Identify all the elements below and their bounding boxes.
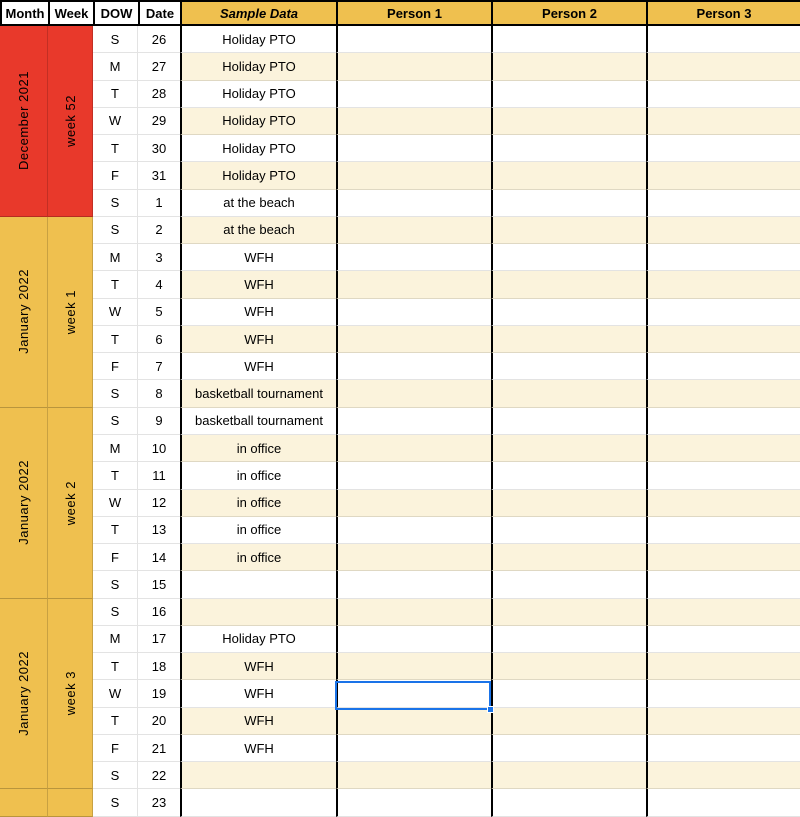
person-2-cell[interactable]	[491, 653, 646, 680]
month-block[interactable]	[0, 26, 48, 217]
dow-cell[interactable]: S	[93, 380, 138, 407]
person-2-cell[interactable]	[491, 680, 646, 707]
dow-cell[interactable]: S	[93, 789, 138, 816]
sample-cell[interactable]: Holiday PTO	[180, 26, 336, 53]
month-block-label: January 2022	[16, 651, 31, 736]
date-cell[interactable]: 7	[138, 353, 180, 380]
person-2-cell[interactable]	[491, 626, 646, 653]
date-cell[interactable]: 10	[138, 435, 180, 462]
person-2-cell[interactable]	[491, 517, 646, 544]
person-1-cell[interactable]	[336, 490, 491, 517]
person-3-cell[interactable]	[646, 81, 800, 108]
sample-cell[interactable]: Holiday PTO	[180, 162, 336, 189]
dow-cell[interactable]: W	[93, 299, 138, 326]
person-2-cell[interactable]	[491, 217, 646, 244]
person-3-cell[interactable]	[646, 353, 800, 380]
person-1-cell[interactable]	[336, 680, 491, 707]
person-1-cell[interactable]	[336, 571, 491, 598]
person-1-cell[interactable]	[336, 408, 491, 435]
month-block[interactable]	[0, 599, 48, 790]
dow-cell[interactable]: S	[93, 217, 138, 244]
person-1-cell[interactable]	[336, 762, 491, 789]
date-cell[interactable]: 28	[138, 81, 180, 108]
date-cell[interactable]: 19	[138, 680, 180, 707]
fill-handle[interactable]	[487, 706, 494, 713]
header-person-1[interactable]: Person 1	[336, 0, 491, 26]
person-3-cell[interactable]	[646, 108, 800, 135]
sample-cell[interactable]: WFH	[180, 680, 336, 707]
person-2-cell[interactable]	[491, 108, 646, 135]
person-3-cell[interactable]	[646, 326, 800, 353]
dow-cell[interactable]: T	[93, 517, 138, 544]
person-1-cell[interactable]	[336, 108, 491, 135]
date-cell[interactable]: 16	[138, 599, 180, 626]
date-cell[interactable]: 12	[138, 490, 180, 517]
date-cell[interactable]: 26	[138, 26, 180, 53]
week-block[interactable]	[48, 599, 93, 790]
sample-cell[interactable]	[180, 599, 336, 626]
dow-cell[interactable]: W	[93, 490, 138, 517]
date-cell[interactable]: 21	[138, 735, 180, 762]
dow-cell[interactable]: F	[93, 162, 138, 189]
person-1-cell[interactable]	[336, 53, 491, 80]
person-2-cell[interactable]	[491, 135, 646, 162]
person-3-cell[interactable]	[646, 244, 800, 271]
sample-cell[interactable]: Holiday PTO	[180, 108, 336, 135]
week-block[interactable]	[48, 217, 93, 408]
person-1-cell[interactable]	[336, 435, 491, 462]
date-cell[interactable]: 1	[138, 190, 180, 217]
dow-cell[interactable]: M	[93, 626, 138, 653]
person-1-cell[interactable]	[336, 653, 491, 680]
sample-cell[interactable]: WFH	[180, 326, 336, 353]
dow-cell[interactable]: F	[93, 353, 138, 380]
person-2-cell[interactable]	[491, 490, 646, 517]
person-3-cell[interactable]	[646, 408, 800, 435]
sample-cell[interactable]: WFH	[180, 653, 336, 680]
person-1-cell[interactable]	[336, 353, 491, 380]
person-3-cell[interactable]	[646, 544, 800, 571]
dow-cell[interactable]: S	[93, 599, 138, 626]
person-1-cell[interactable]	[336, 380, 491, 407]
person-2-cell[interactable]	[491, 353, 646, 380]
date-cell[interactable]: 17	[138, 626, 180, 653]
person-3-cell[interactable]	[646, 435, 800, 462]
person-3-cell[interactable]	[646, 217, 800, 244]
sample-cell[interactable]: WFH	[180, 353, 336, 380]
sample-cell[interactable]: Holiday PTO	[180, 135, 336, 162]
date-cell[interactable]: 9	[138, 408, 180, 435]
dow-cell[interactable]: F	[93, 544, 138, 571]
sample-cell[interactable]: Holiday PTO	[180, 53, 336, 80]
person-2-cell[interactable]	[491, 462, 646, 489]
date-cell[interactable]: 6	[138, 326, 180, 353]
person-2-cell[interactable]	[491, 435, 646, 462]
person-3-cell[interactable]	[646, 190, 800, 217]
person-3-cell[interactable]	[646, 517, 800, 544]
person-3-cell[interactable]	[646, 462, 800, 489]
person-3-cell[interactable]	[646, 26, 800, 53]
week-block-label: week 1	[62, 289, 78, 334]
date-cell[interactable]: 8	[138, 380, 180, 407]
date-cell[interactable]: 27	[138, 53, 180, 80]
dow-cell[interactable]: T	[93, 653, 138, 680]
month-block-label: January 2022	[16, 460, 31, 546]
person-3-cell[interactable]	[646, 680, 800, 707]
person-1-cell[interactable]	[336, 708, 491, 735]
person-2-cell[interactable]	[491, 81, 646, 108]
sample-cell[interactable]: WFH	[180, 735, 336, 762]
dow-cell[interactable]: S	[93, 26, 138, 53]
person-2-cell[interactable]	[491, 762, 646, 789]
person-2-cell[interactable]	[491, 162, 646, 189]
person-1-cell[interactable]	[336, 599, 491, 626]
person-2-cell[interactable]	[491, 299, 646, 326]
week-block[interactable]	[48, 408, 93, 599]
person-2-cell[interactable]	[491, 271, 646, 298]
week-block-label: week 3	[62, 671, 78, 716]
week-block[interactable]	[48, 26, 93, 217]
date-cell[interactable]: 14	[138, 544, 180, 571]
sample-cell[interactable]: at the beach	[180, 190, 336, 217]
person-3-cell[interactable]	[646, 299, 800, 326]
dow-cell[interactable]: W	[93, 108, 138, 135]
date-cell[interactable]: 31	[138, 162, 180, 189]
person-3-cell[interactable]	[646, 162, 800, 189]
person-3-cell[interactable]	[646, 380, 800, 407]
dow-cell[interactable]: T	[93, 326, 138, 353]
date-cell[interactable]: 3	[138, 244, 180, 271]
person-1-cell[interactable]	[336, 190, 491, 217]
date-cell[interactable]: 29	[138, 108, 180, 135]
person-3-cell[interactable]	[646, 735, 800, 762]
person-2-cell[interactable]	[491, 244, 646, 271]
person-3-cell[interactable]	[646, 599, 800, 626]
person-1-cell[interactable]	[336, 735, 491, 762]
sample-cell[interactable]	[180, 571, 336, 598]
sample-cell[interactable]: basketball tournament	[180, 408, 336, 435]
person-1-cell[interactable]	[336, 26, 491, 53]
header-week[interactable]: Week	[48, 0, 93, 26]
person-3-cell[interactable]	[646, 135, 800, 162]
week-block-label: week 2	[62, 480, 78, 525]
header-person-3[interactable]: Person 3	[646, 0, 800, 26]
header-month[interactable]: Month	[0, 0, 48, 26]
dow-cell[interactable]: T	[93, 81, 138, 108]
person-2-cell[interactable]	[491, 408, 646, 435]
date-cell[interactable]: 5	[138, 299, 180, 326]
date-cell[interactable]: 30	[138, 135, 180, 162]
date-cell[interactable]: 4	[138, 271, 180, 298]
date-cell[interactable]: 22	[138, 762, 180, 789]
person-2-cell[interactable]	[491, 544, 646, 571]
person-3-cell[interactable]	[646, 762, 800, 789]
date-cell[interactable]: 11	[138, 462, 180, 489]
sample-cell[interactable]: in office	[180, 435, 336, 462]
date-cell[interactable]: 23	[138, 789, 180, 816]
person-3-cell[interactable]	[646, 626, 800, 653]
sample-cell[interactable]: WFH	[180, 299, 336, 326]
person-1-cell[interactable]	[336, 626, 491, 653]
sample-cell[interactable]: WFH	[180, 708, 336, 735]
sample-cell[interactable]: at the beach	[180, 217, 336, 244]
header-dow[interactable]: DOW	[93, 0, 138, 26]
dow-cell[interactable]: M	[93, 244, 138, 271]
dow-cell[interactable]: W	[93, 680, 138, 707]
date-cell[interactable]: 2	[138, 217, 180, 244]
dow-cell[interactable]: S	[93, 408, 138, 435]
person-3-cell[interactable]	[646, 490, 800, 517]
date-cell[interactable]: 18	[138, 653, 180, 680]
sample-cell[interactable]: basketball tournament	[180, 380, 336, 407]
dow-cell[interactable]: S	[93, 571, 138, 598]
week-block-label: week 52	[62, 94, 78, 147]
sample-cell[interactable]	[180, 762, 336, 789]
person-3-cell[interactable]	[646, 571, 800, 598]
person-1-cell[interactable]	[336, 81, 491, 108]
header-date[interactable]: Date	[138, 0, 180, 26]
sample-cell[interactable]: Holiday PTO	[180, 626, 336, 653]
month-block-label: December 2021	[16, 71, 31, 171]
person-2-cell[interactable]	[491, 326, 646, 353]
sample-cell[interactable]: in office	[180, 517, 336, 544]
dow-cell[interactable]: M	[93, 435, 138, 462]
person-1-cell[interactable]	[336, 135, 491, 162]
person-1-cell[interactable]	[336, 326, 491, 353]
person-1-cell[interactable]	[336, 217, 491, 244]
person-1-cell[interactable]	[336, 789, 491, 816]
month-block-label: January 2022	[16, 269, 31, 355]
dow-cell[interactable]: T	[93, 271, 138, 298]
dow-cell[interactable]: M	[93, 53, 138, 80]
month-block[interactable]	[0, 408, 48, 599]
person-2-cell[interactable]	[491, 26, 646, 53]
dow-cell[interactable]: T	[93, 135, 138, 162]
sample-cell[interactable]: in office	[180, 544, 336, 571]
sample-cell[interactable]: Holiday PTO	[180, 81, 336, 108]
person-2-cell[interactable]	[491, 708, 646, 735]
date-cell[interactable]: 13	[138, 517, 180, 544]
person-3-cell[interactable]	[646, 53, 800, 80]
dow-cell[interactable]: T	[93, 462, 138, 489]
person-1-cell[interactable]	[336, 517, 491, 544]
month-block[interactable]	[0, 789, 48, 816]
sample-cell[interactable]: WFH	[180, 244, 336, 271]
person-2-cell[interactable]	[491, 571, 646, 598]
date-cell[interactable]: 20	[138, 708, 180, 735]
person-2-cell[interactable]	[491, 599, 646, 626]
person-1-cell[interactable]	[336, 462, 491, 489]
dow-cell[interactable]: S	[93, 762, 138, 789]
month-block[interactable]	[0, 217, 48, 408]
person-2-cell[interactable]	[491, 789, 646, 816]
person-1-cell[interactable]	[336, 299, 491, 326]
person-1-cell[interactable]	[336, 271, 491, 298]
person-1-cell[interactable]	[336, 544, 491, 571]
header-person-2[interactable]: Person 2	[491, 0, 646, 26]
dow-cell[interactable]: T	[93, 708, 138, 735]
sample-cell[interactable]	[180, 789, 336, 816]
dow-cell[interactable]: F	[93, 735, 138, 762]
person-2-cell[interactable]	[491, 53, 646, 80]
person-2-cell[interactable]	[491, 190, 646, 217]
person-1-cell[interactable]	[336, 162, 491, 189]
sample-cell[interactable]: WFH	[180, 271, 336, 298]
person-3-cell[interactable]	[646, 789, 800, 816]
sample-cell[interactable]: in office	[180, 490, 336, 517]
person-2-cell[interactable]	[491, 380, 646, 407]
person-3-cell[interactable]	[646, 708, 800, 735]
person-3-cell[interactable]	[646, 653, 800, 680]
person-2-cell[interactable]	[491, 735, 646, 762]
sample-cell[interactable]: in office	[180, 462, 336, 489]
person-1-cell[interactable]	[336, 244, 491, 271]
header-sample-data[interactable]: Sample Data	[180, 0, 336, 26]
dow-cell[interactable]: S	[93, 190, 138, 217]
week-block[interactable]	[48, 789, 93, 816]
person-3-cell[interactable]	[646, 271, 800, 298]
date-cell[interactable]: 15	[138, 571, 180, 598]
